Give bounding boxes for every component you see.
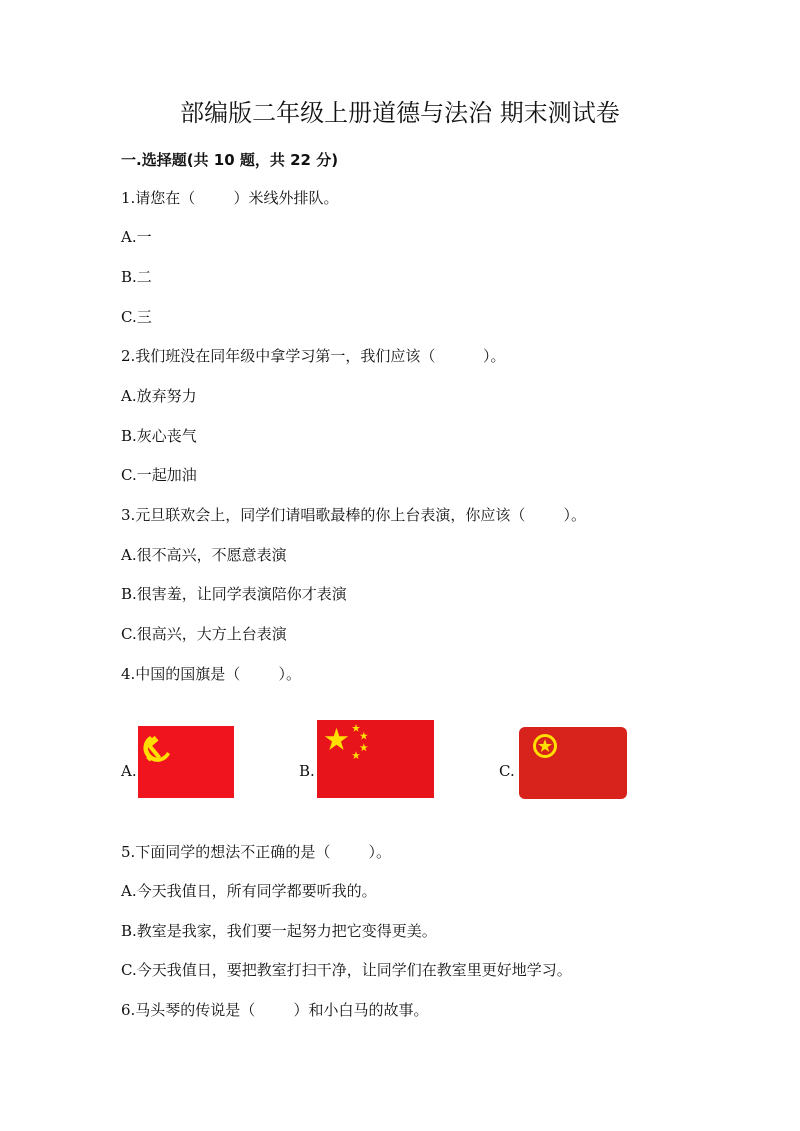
question-5-option-b: B.教室是我家，我们要一起努力把它变得更美。 <box>121 922 437 940</box>
question-5-option-a: A.今天我值日，所有同学都要听我的。 <box>121 882 377 900</box>
question-4-option-b-label: B. <box>299 762 315 780</box>
communist-youth-league-flag-image <box>519 727 627 799</box>
question-2-option-c: C.一起加油 <box>121 466 197 484</box>
question-1-option-a: A.一 <box>121 228 152 246</box>
question-2-option-b: B.灰心丧气 <box>121 427 197 445</box>
question-4-option-c-label: C. <box>499 762 515 780</box>
question-2-stem: 2.我们班没在同年级中拿学习第一，我们应该（ ）。 <box>121 347 506 365</box>
question-1-stem: 1.请您在（ ）米线外排队。 <box>121 189 339 207</box>
question-1-option-b: B.二 <box>121 268 152 286</box>
question-3-option-c: C.很高兴，大方上台表演 <box>121 625 287 643</box>
question-4-option-a-label: A. <box>121 762 137 780</box>
section-heading: 一.选择题(共 10 题，共 22 分) <box>121 151 339 169</box>
question-5-stem: 5.下面同学的想法不正确的是（ ）。 <box>121 843 391 861</box>
question-1-option-c: C.三 <box>121 308 152 326</box>
question-2-option-a: A.放弃努力 <box>121 387 197 405</box>
question-6-stem: 6.马头琴的传说是（ ）和小白马的故事。 <box>121 1001 429 1019</box>
chinese-national-flag-image <box>317 720 434 798</box>
page-title: 部编版二年级上册道德与法治 期末测试卷 <box>180 99 620 127</box>
question-3-stem: 3.元旦联欢会上，同学们请唱歌最棒的你上台表演，你应该（ ）。 <box>121 506 586 524</box>
question-5-option-c: C.今天我值日，要把教室打扫干净，让同学们在教室里更好地学习。 <box>121 961 572 979</box>
question-4-stem: 4.中国的国旗是（ ）。 <box>121 665 301 683</box>
question-3-option-a: A.很不高兴，不愿意表演 <box>121 546 287 564</box>
question-3-option-b: B.很害羞，让同学表演陪你才表演 <box>121 585 347 603</box>
communist-party-flag-image <box>138 726 234 798</box>
